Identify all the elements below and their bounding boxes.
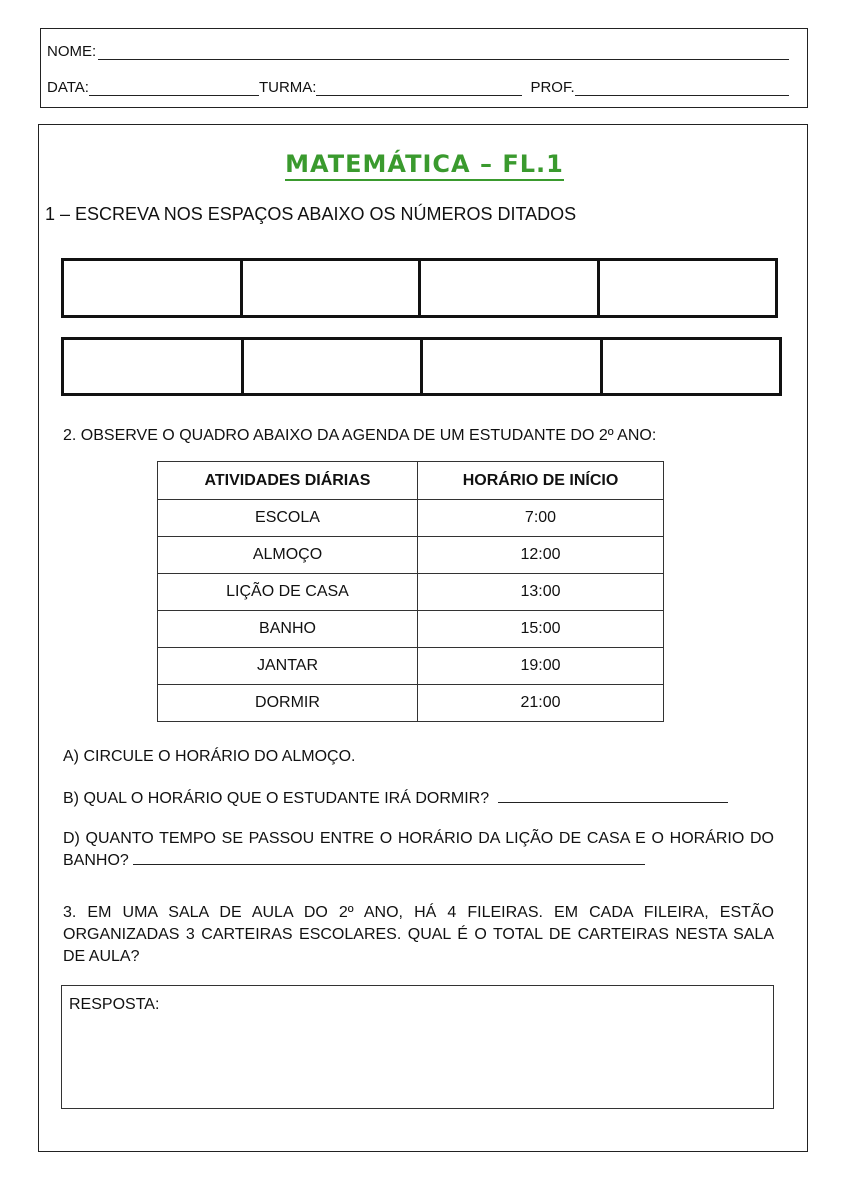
number-boxes-row-2 — [61, 337, 782, 396]
item-b-answer-line[interactable] — [498, 788, 728, 803]
teacher-field[interactable] — [575, 81, 789, 96]
student-info-box — [40, 28, 808, 108]
activities-header: ATIVIDADES DIÁRIAS — [158, 462, 418, 500]
activity-cell: BANHO — [158, 611, 418, 648]
time-cell: 15:00 — [418, 611, 664, 648]
question-2-text: 2. OBSERVE O QUADRO ABAIXO DA AGENDA DE UM ESTUDANTE DO 2º ANO: — [63, 427, 657, 444]
start-time-header: HORÁRIO DE INÍCIO — [418, 462, 664, 500]
name-label: NOME: — [47, 43, 97, 60]
activity-cell: ALMOÇO — [158, 537, 418, 574]
teacher-label: PROF. — [530, 79, 575, 96]
number-box[interactable] — [423, 340, 603, 393]
time-cell: 21:00 — [418, 685, 664, 722]
date-field[interactable] — [89, 81, 259, 96]
activity-cell: ESCOLA — [158, 500, 418, 537]
number-box[interactable] — [244, 340, 424, 393]
class-label: TURMA: — [258, 79, 317, 96]
time-cell: 7:00 — [418, 500, 664, 537]
answer-label: RESPOSTA: — [69, 996, 160, 1013]
question-3-text: 3. EM UMA SALA DE AULA DO 2º ANO, HÁ 4 FILEIRAS. EM CADA FILEIRA, ESTÃO ORGANIZADAS 3 CARTEIRAS ESCOLARES. QUAL É O TOTAL DE CARTEIRAS NESTA SALA DE AULA? — [63, 904, 774, 965]
table-row — [158, 500, 664, 537]
activity-cell: LIÇÃO DE CASA — [158, 574, 418, 611]
activity-cell: DORMIR — [158, 685, 418, 722]
table-row — [158, 537, 664, 574]
time-cell[interactable]: 12:00 — [418, 537, 664, 574]
class-field[interactable] — [316, 81, 522, 96]
worksheet-title: MATEMÁTICA – FL.1 — [0, 150, 849, 178]
schedule-table — [157, 461, 664, 722]
item-d-text: D) QUANTO TEMPO SE PASSOU ENTRE O HORÁRIO DA LIÇÃO DE CASA E O HORÁRIO DO BANHO? — [63, 830, 774, 869]
item-d-answer-line[interactable] — [133, 850, 645, 865]
item-b-text: B) QUAL O HORÁRIO QUE O ESTUDANTE IRÁ DORMIR? — [63, 790, 490, 807]
number-box[interactable] — [421, 261, 600, 315]
time-cell: 19:00 — [418, 648, 664, 685]
date-class-teacher-line — [47, 79, 789, 96]
number-box[interactable] — [243, 261, 422, 315]
item-d — [63, 828, 774, 872]
number-box[interactable] — [603, 340, 780, 393]
number-boxes-row-1 — [61, 258, 778, 318]
name-field[interactable] — [98, 45, 789, 60]
table-row — [158, 648, 664, 685]
table-row — [158, 685, 664, 722]
table-row — [158, 574, 664, 611]
number-box[interactable] — [600, 261, 776, 315]
question-1-text: 1 – ESCREVA NOS ESPAÇOS ABAIXO OS NÚMEROS DITADOS — [45, 204, 577, 224]
table-row — [158, 611, 664, 648]
table-header-row — [158, 462, 664, 500]
number-box[interactable] — [64, 340, 244, 393]
date-label: DATA: — [47, 79, 89, 96]
answer-box[interactable] — [61, 985, 774, 1109]
activity-cell: JANTAR — [158, 648, 418, 685]
item-a-text: A) CIRCULE O HORÁRIO DO ALMOÇO. — [63, 748, 356, 765]
number-box[interactable] — [64, 261, 243, 315]
name-line — [47, 43, 789, 60]
item-b — [63, 788, 774, 810]
time-cell: 13:00 — [418, 574, 664, 611]
